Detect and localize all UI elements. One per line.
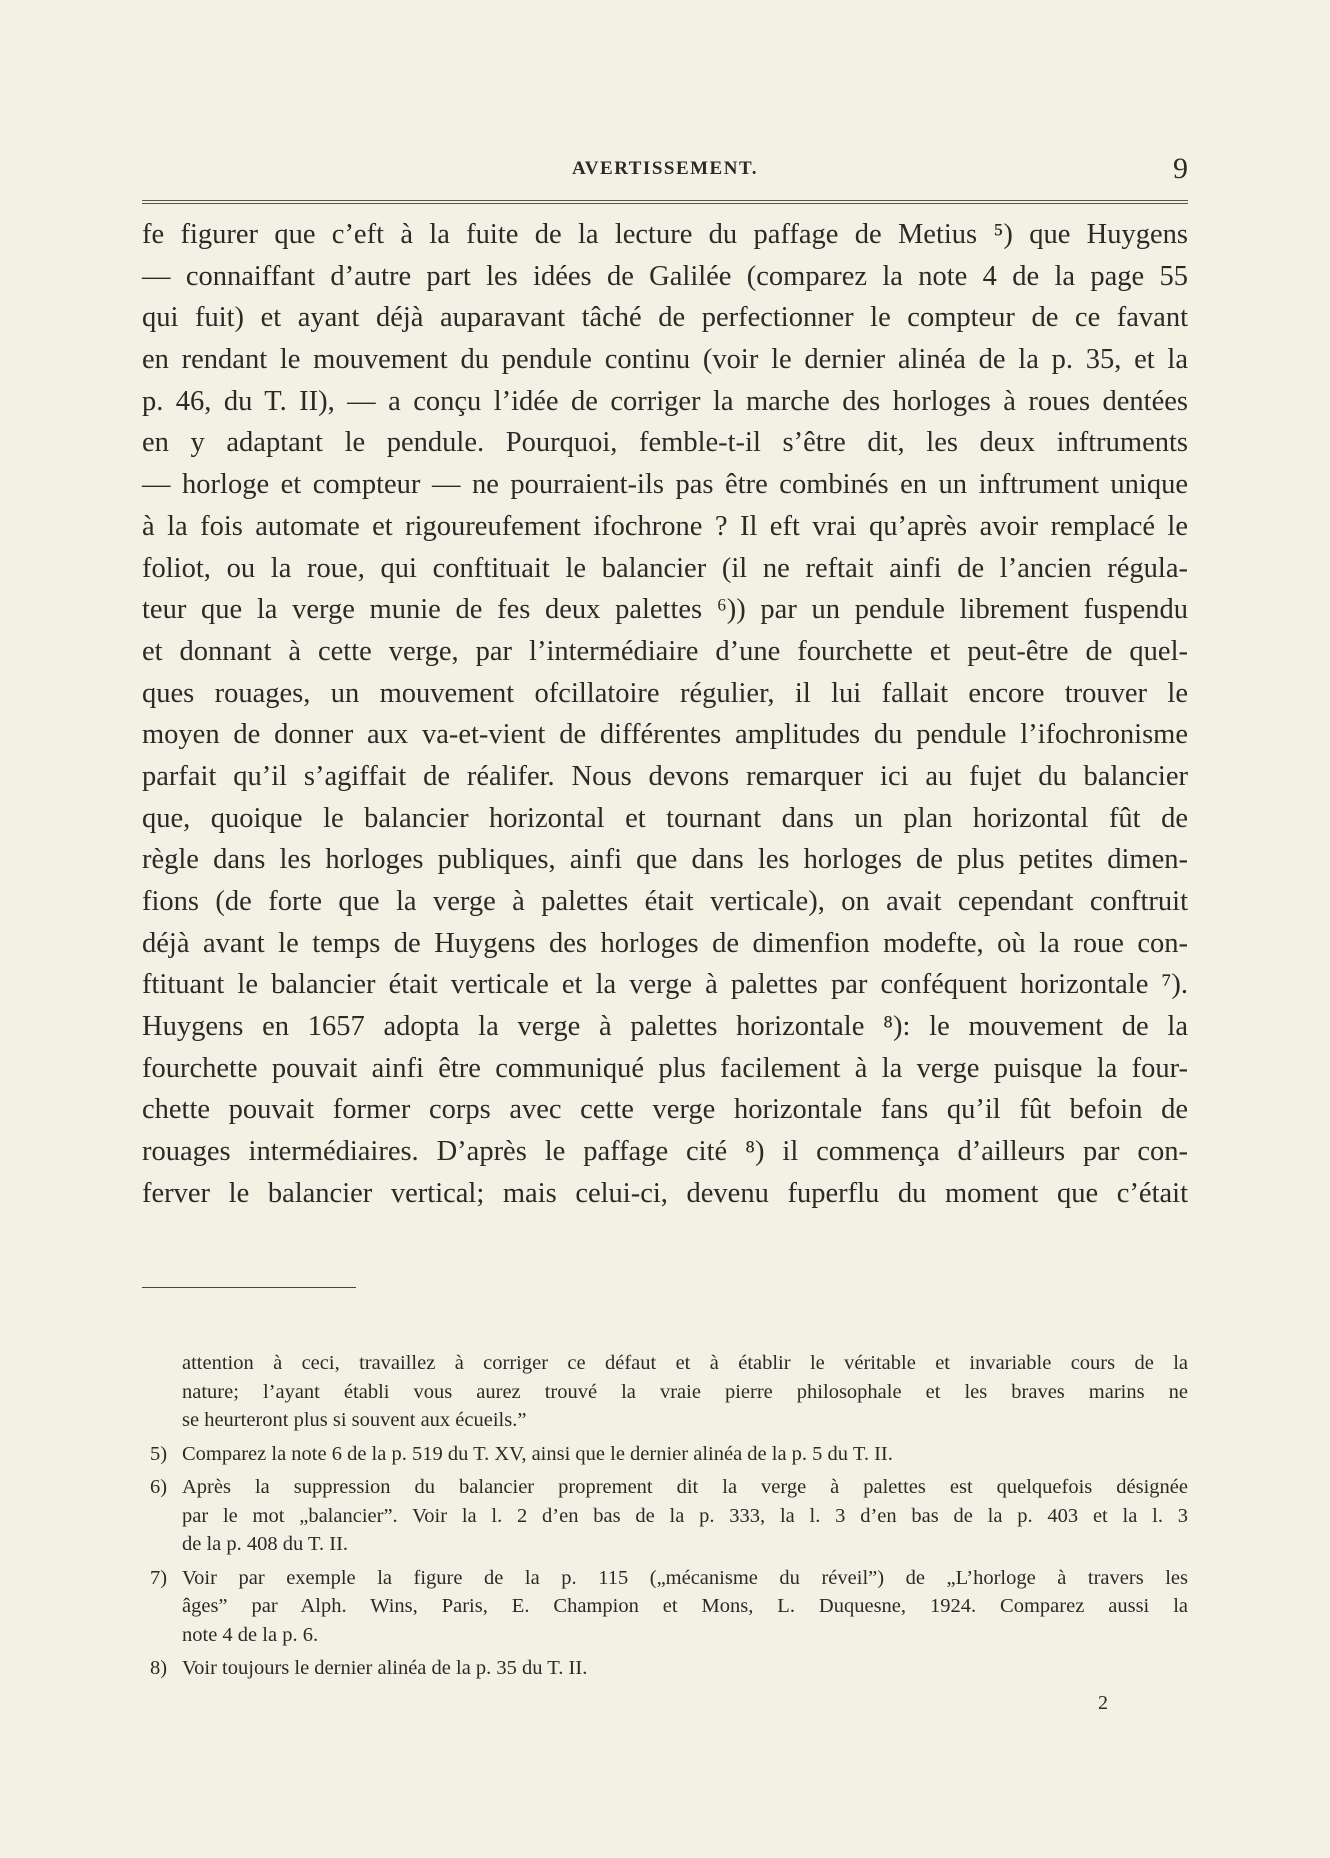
footnote-line: par le mot „balancier”. Voir la l. 2 d’en bas de la p. 333, la l. 3 d’en bas de la p. 403 et la l. 3: [182, 1504, 1188, 1527]
footnote-mark: 8): [150, 1657, 168, 1679]
text-line: moyen de donner aux va-et-vient de différentes amplitudes du pendule l’ifochronisme: [142, 719, 1188, 751]
text-line: Huygens en 1657 adopta la verge à palettes horizontale ⁸): le mouvement de la: [142, 1011, 1188, 1043]
footnote-mark: 5): [150, 1442, 168, 1465]
footnote-7: [142, 1564, 1188, 1650]
text-line: teur que la verge munie de fes deux palettes ⁶)) par un pendule librement fuspendu: [142, 594, 1188, 626]
text-line: foliot, ou la roue, qui conftituait le balancier (il ne reftait ainfi de l’ancien régula-: [142, 552, 1188, 584]
running-title: AVERTISSEMENT.: [572, 158, 758, 179]
footnote-line: Après la suppression du balancier proprement dit la verge à palettes est quelquefois désignée: [182, 1476, 1188, 1498]
footnote-line: Comparez la note 6 de la p. 519 du T. XV, ainsi que le dernier alinéa de la p. 5 du T. II.: [182, 1442, 893, 1465]
signature-mark: 2: [1098, 1692, 1108, 1714]
text-line: ferver le balancier vertical; mais celui-ci, devenu fuperflu du moment que c’était: [142, 1177, 1188, 1209]
footnote-line: note 4 de la p. 6.: [182, 1623, 319, 1646]
text-line: que, quoique le balancier horizontal et tournant dans un plan horizontal fût de: [142, 802, 1188, 834]
footnote-5: [142, 1440, 1188, 1469]
text-line: fe figurer que c’eft à la fuite de la lecture du paffage de Metius ⁵) que Huygens: [142, 219, 1188, 250]
text-line: fourchette pouvait ainfi être communiqué plus facilement à la verge puisque la four-: [142, 1052, 1188, 1084]
text-line: ques rouages, un mouvement ofcillatoire régulier, il lui fallait encore trouver le: [142, 677, 1188, 709]
footnote-6: [142, 1473, 1188, 1559]
header-rule: [142, 200, 1188, 204]
text-line: rouages intermédiaires. D’après le paffage cité ⁸) il commença d’ailleurs par con-: [142, 1136, 1188, 1168]
text-line: — horloge et compteur — ne pourraient-ils pas être combinés en un inftrument unique: [142, 469, 1188, 501]
footnote-line: âges” par Alph. Wins, Paris, E. Champion et Mons, L. Duquesne, 1924. Comparez aussi la: [182, 1595, 1188, 1617]
footnote-line: se heurteront plus si souvent aux écueils.”: [182, 1409, 527, 1431]
running-head: [142, 152, 1188, 192]
text-line: en rendant le mouvement du pendule continu (voir le dernier alinéa de la p. 35, et la: [142, 344, 1188, 376]
footnote-line: attention à ceci, travaillez à corriger ce défaut et à établir le véritable et invariable cours de la: [182, 1352, 1188, 1374]
text-line: à la fois automate et rigoureufement ifochrone ? Il eft vrai qu’après avoir remplacé le: [142, 510, 1188, 542]
page-number: 9: [1173, 152, 1188, 185]
footnote-mark: 7): [150, 1566, 168, 1589]
text-line: chette pouvait former corps avec cette verge horizontale fans qu’il fût befoin de: [142, 1094, 1188, 1126]
text-line: déjà avant le temps de Huygens des horloges de dimenfion modefte, où la roue con-: [142, 927, 1188, 959]
footnote-mark: 6): [150, 1476, 168, 1498]
footnote-line: Voir toujours le dernier alinéa de la p. 35 du T. II.: [182, 1657, 588, 1679]
text-line: — connaiffant d’autre part les idées de Galilée (comparez la note 4 de la page 55: [142, 260, 1188, 292]
footnote-line: de la p. 408 du T. II.: [182, 1533, 349, 1555]
footnote-rule: [142, 1287, 356, 1288]
text-line: parfait qu’il s’agiffait de réalifer. Nous devons remarquer ici au fujet du balancier: [142, 760, 1188, 792]
text-line: en y adaptant le pendule. Pourquoi, femble-t-il s’être dit, les deux inftruments: [142, 427, 1188, 459]
footnote-line: Voir par exemple la figure de la p. 115 („mécanisme du réveil”) de „L’horloge à travers les: [182, 1566, 1188, 1589]
text-line: p. 46, du T. II), — a conçu l’idée de corriger la marche des horloges à roues dentées: [142, 385, 1188, 417]
footnote-line: nature; l’ayant établi vous aurez trouvé la vraie pierre philosophale et les braves marins ne: [182, 1380, 1188, 1403]
footnote-continuation: [142, 1349, 1188, 1435]
text-line: et donnant à cette verge, par l’intermédiaire d’une fourchette et peut-être de quel-: [142, 635, 1188, 667]
text-line: règle dans les horloges publiques, ainfi que dans les horloges de plus petites dimen-: [142, 844, 1188, 876]
main-text: [142, 214, 1188, 1215]
text-line: ftituant le balancier était verticale et la verge à palettes par conféquent horizontale ⁷).: [142, 969, 1188, 1001]
footnote-8: [142, 1654, 1188, 1683]
footnotes: [142, 1349, 1188, 1683]
text-line: qui fuit) et ayant déjà auparavant tâché de perfectionner le compteur de ce favant: [142, 302, 1188, 334]
text-line: fions (de forte que la verge à palettes était verticale), on avait cependant conftruit: [142, 886, 1188, 917]
